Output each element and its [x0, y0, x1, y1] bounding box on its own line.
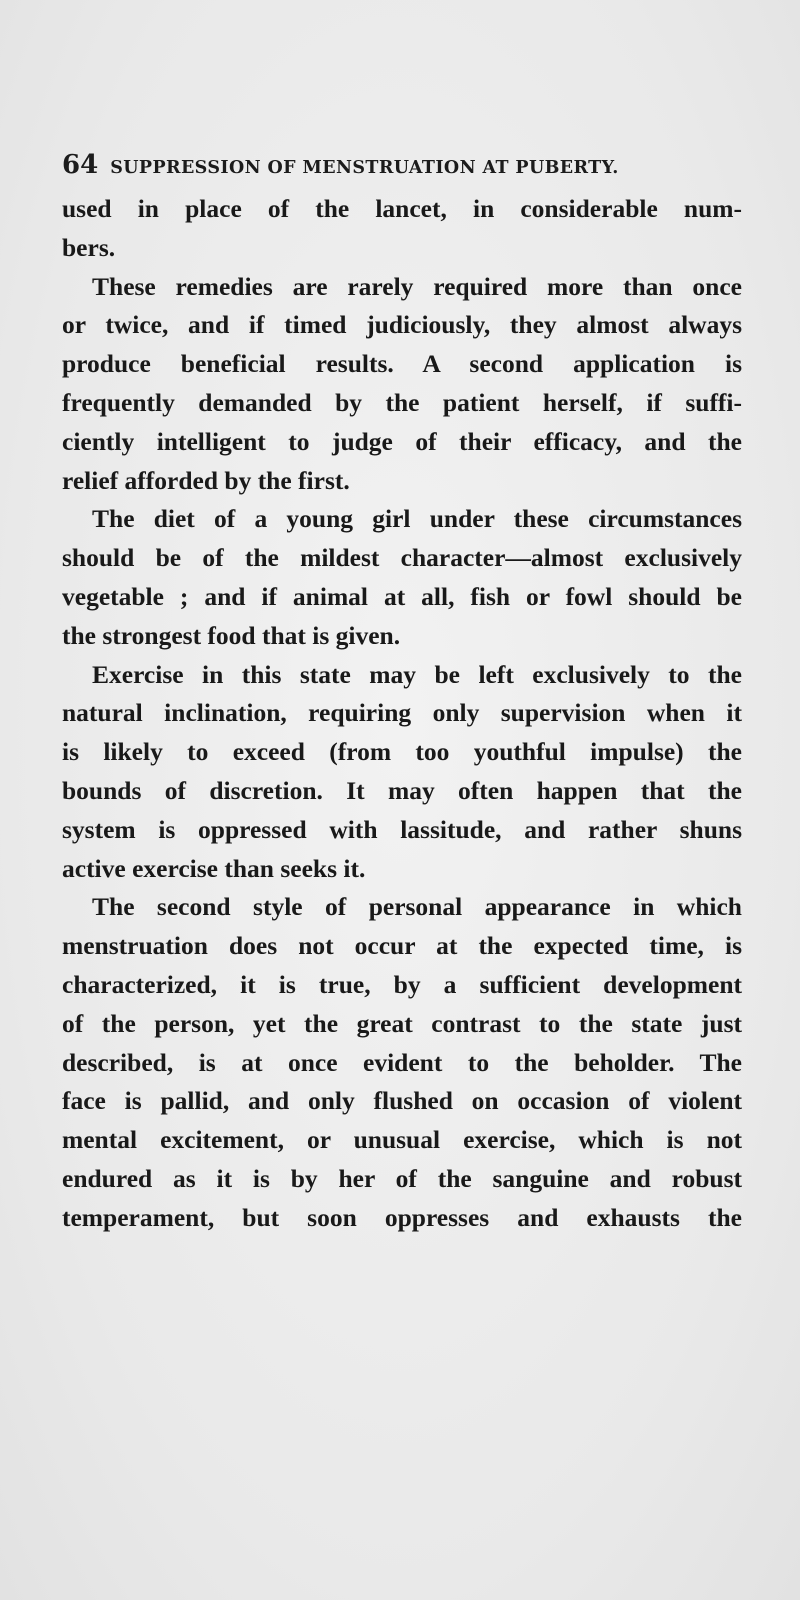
- text-line: These remedies are rarely required more than once: [92, 271, 742, 301]
- body-text: [62, 190, 742, 1238]
- text-line: system is oppressed with lassitude, and rather shuns: [62, 814, 742, 844]
- text-line: should be of the mildest character—almost exclusively: [62, 543, 742, 573]
- text-line: frequently demanded by the patient herself, if suffi-: [62, 387, 742, 417]
- text-line: endured as it is by her of the sanguine and robust: [62, 1163, 742, 1193]
- text-line: the strongest food that is given.: [62, 620, 401, 650]
- text-line: produce beneficial results. A second application is: [62, 349, 742, 379]
- text-line: used in place of the lancet, in considerable num-: [62, 194, 742, 223]
- running-head: [62, 150, 742, 180]
- text-line: The second style of personal appearance in which: [92, 892, 742, 922]
- text-line: characterized, it is true, by a sufficient development: [62, 969, 742, 999]
- text-line: menstruation does not occur at the expected time, is: [62, 931, 742, 961]
- text-line: mental excitement, or unusual exercise, which is not: [62, 1125, 742, 1155]
- text-line: active exercise than seeks it.: [62, 853, 366, 883]
- text-line: vegetable ; and if animal at all, fish or fowl should be: [62, 581, 742, 611]
- text-line: temperament, but soon oppresses and exhausts the: [62, 1202, 742, 1232]
- text-line: is likely to exceed (from too youthful impulse) the: [62, 737, 742, 767]
- text-line: Exercise in this state may be left exclusively to the: [92, 659, 742, 689]
- text-line: of the person, yet the great contrast to the state just: [62, 1008, 742, 1038]
- text-line: face is pallid, and only flushed on occasion of violent: [62, 1086, 742, 1116]
- text-line: bounds of discretion. It may often happen that the: [62, 775, 742, 805]
- page-number: 64: [62, 150, 99, 180]
- text-line: or twice, and if timed judiciously, they almost always: [62, 310, 742, 340]
- text-line: The diet of a young girl under these circumstances: [92, 504, 742, 534]
- text-line: natural inclination, requiring only supervision when it: [62, 698, 742, 728]
- text-line: ciently intelligent to judge of their efficacy, and the: [62, 426, 742, 456]
- text-line: described, is at once evident to the beholder. The: [62, 1047, 742, 1077]
- text-line: bers.: [62, 232, 116, 262]
- text-line: relief afforded by the first.: [62, 465, 350, 495]
- running-title: SUPPRESSION OF MENSTRUATION AT PUBERTY.: [110, 158, 619, 178]
